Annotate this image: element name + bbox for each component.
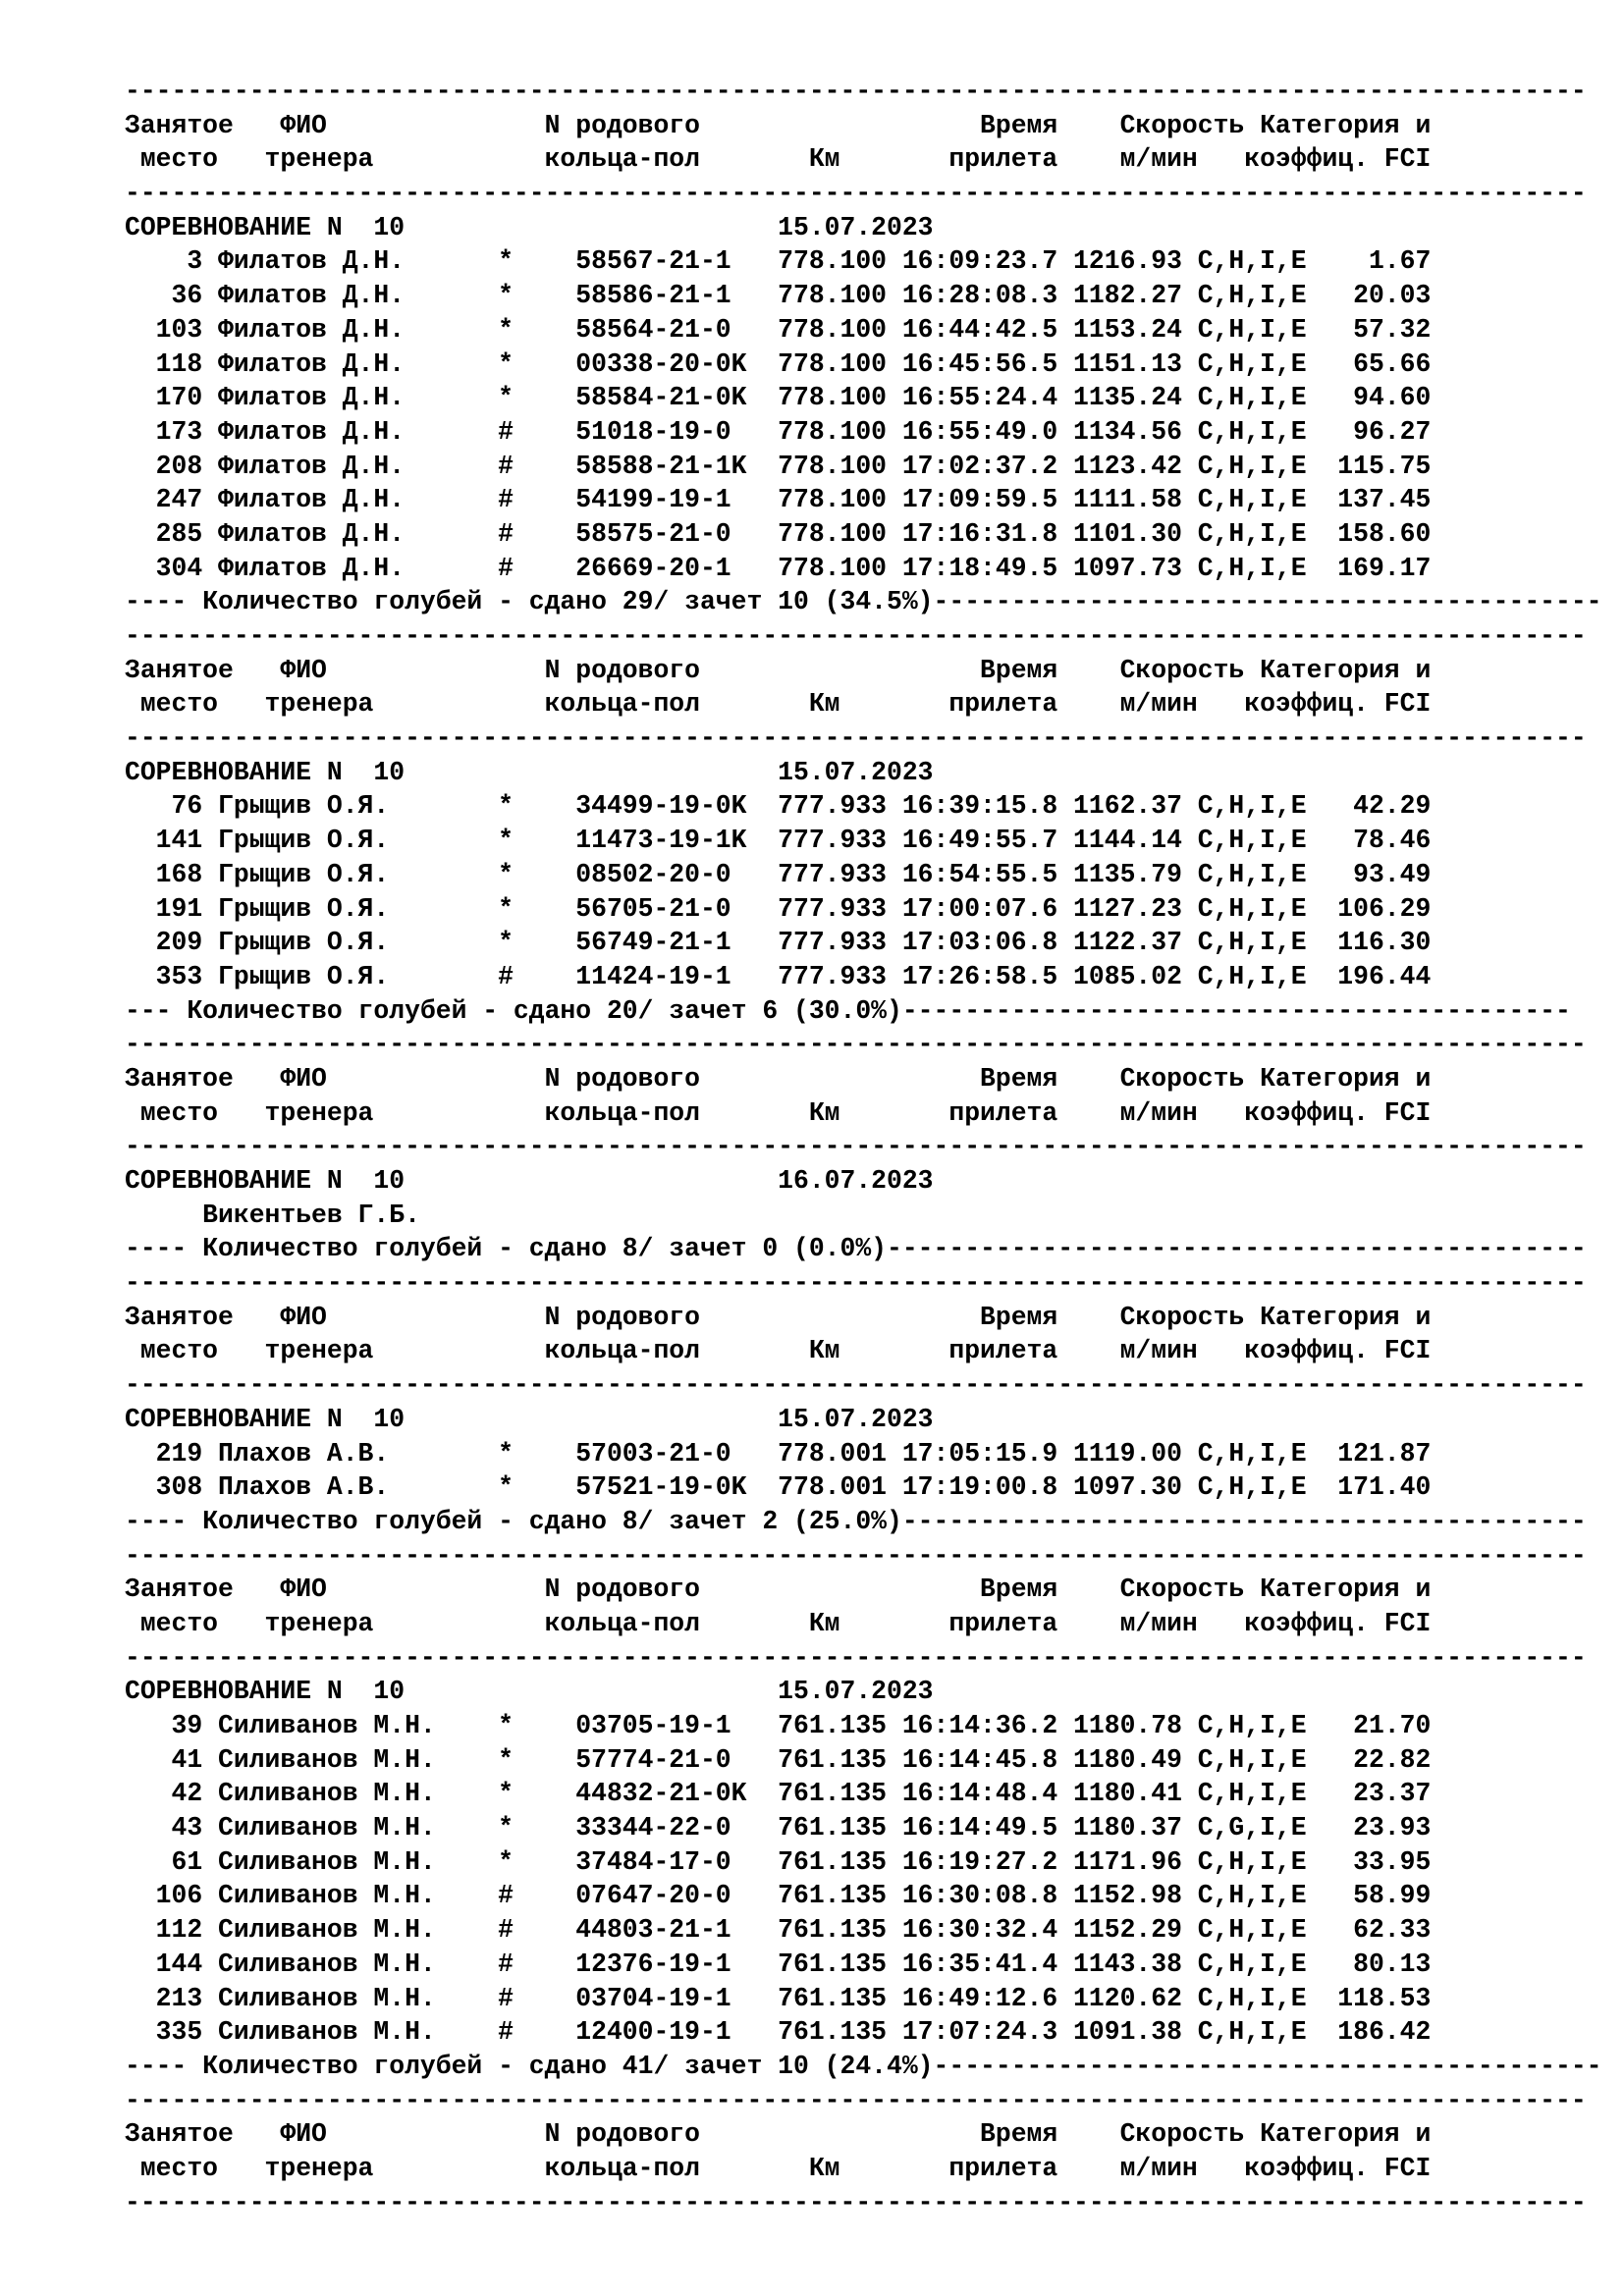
summary-line: ---- Количество голубей - сдано 8/ зачет 0 (0.0%)--------------------------------------------- bbox=[125, 1234, 1587, 1264]
result-row: 112 Силиванов М.Н. # 44803-21-1 761.135 16:30:32.4 1152.29 C,H,I,E 62.33 bbox=[125, 1915, 1432, 1946]
result-row: 208 Филатов Д.Н. # 58588-21-1K 778.100 17:02:37.2 1123.42 C,H,I,E 115.75 bbox=[125, 451, 1432, 481]
result-row: 168 Грыщив О.Я. * 08502-20-0 777.933 16:54:55.5 1135.79 C,H,I,E 93.49 bbox=[125, 859, 1432, 889]
summary-line: ---- Количество голубей - сдано 8/ зачет 2 (25.0%)-------------------------------------------- bbox=[125, 1506, 1587, 1536]
result-row: 308 Плахов А.В. * 57521-19-0K 778.001 17:19:00.8 1097.30 C,H,I,E 171.40 bbox=[125, 1472, 1432, 1503]
column-header-line-1: Занятое ФИО N родового Время Скорость Категория и bbox=[125, 1063, 1432, 1094]
column-header-line-1: Занятое ФИО N родового Время Скорость Категория и bbox=[125, 1302, 1432, 1332]
result-row: 41 Силиванов М.Н. * 57774-21-0 761.135 16:14:45.8 1180.49 C,H,I,E 22.82 bbox=[125, 1744, 1432, 1775]
summary-line: ---- Количество голубей - сдано 29/ зачет 10 (34.5%)------------------------------------------- bbox=[125, 587, 1602, 617]
result-row: 103 Филатов Д.Н. * 58564-21-0 778.100 16:44:42.5 1153.24 C,H,I,E 57.32 bbox=[125, 314, 1432, 345]
column-header-line-1: Занятое ФИО N родового Время Скорость Категория и bbox=[125, 1575, 1432, 1605]
rule-line: ---------------------------------------------------------------------------------------------- bbox=[125, 77, 1587, 106]
column-header-line-2: место тренера кольца-пол Км прилета м/мин коэффиц. FCI bbox=[125, 2153, 1432, 2183]
rule-line: ---------------------------------------------------------------------------------------------- bbox=[125, 1132, 1587, 1162]
result-row: 144 Силиванов М.Н. # 12376-19-1 761.135 16:35:41.4 1143.38 C,H,I,E 80.13 bbox=[125, 1949, 1432, 1979]
result-row: 247 Филатов Д.Н. # 54199-19-1 778.100 17:09:59.5 1111.58 C,H,I,E 137.45 bbox=[125, 485, 1432, 515]
column-header-line-2: место тренера кольца-пол Км прилета м/мин коэффиц. FCI bbox=[125, 1608, 1432, 1638]
column-header-line-1: Занятое ФИО N родового Время Скорость Категория и bbox=[125, 2119, 1432, 2150]
result-row: 42 Силиванов М.Н. * 44832-21-0K 761.135 16:14:48.4 1180.41 C,H,I,E 23.37 bbox=[125, 1779, 1432, 1809]
summary-line: ---- Количество голубей - сдано 41/ зачет 10 (24.4%)------------------------------------------- bbox=[125, 2051, 1602, 2081]
rule-line: ---------------------------------------------------------------------------------------------- bbox=[125, 2085, 1587, 2115]
competition-line: СОРЕВНОВАНИЕ N 10 15.07.2023 bbox=[125, 212, 934, 242]
result-row: 304 Филатов Д.Н. # 26669-20-1 778.100 17:18:49.5 1097.73 C,H,I,E 169.17 bbox=[125, 553, 1432, 583]
result-row: 3 Филатов Д.Н. * 58567-21-1 778.100 16:09:23.7 1216.93 C,H,I,E 1.67 bbox=[125, 246, 1432, 277]
result-row: 36 Филатов Д.Н. * 58586-21-1 778.100 16:28:08.3 1182.27 C,H,I,E 20.03 bbox=[125, 281, 1432, 311]
result-row: 353 Грыщив О.Я. # 11424-19-1 777.933 17:26:58.5 1085.02 C,H,I,E 196.44 bbox=[125, 961, 1432, 991]
result-row: 76 Грыщив О.Я. * 34499-19-0K 777.933 16:39:15.8 1162.37 C,H,I,E 42.29 bbox=[125, 791, 1432, 822]
competition-line: СОРЕВНОВАНИЕ N 10 15.07.2023 bbox=[125, 1404, 934, 1434]
result-row: 39 Силиванов М.Н. * 03705-19-1 761.135 16:14:36.2 1180.78 C,H,I,E 21.70 bbox=[125, 1711, 1432, 1740]
result-row: 285 Филатов Д.Н. # 58575-21-0 778.100 17:16:31.8 1101.30 C,H,I,E 158.60 bbox=[125, 518, 1432, 549]
result-row: 118 Филатов Д.Н. * 00338-20-0K 778.100 16:45:56.5 1151.13 C,H,I,E 65.66 bbox=[125, 348, 1432, 379]
rule-line: ---------------------------------------------------------------------------------------------- bbox=[125, 723, 1587, 754]
rule-line: ---------------------------------------------------------------------------------------------- bbox=[125, 1370, 1587, 1401]
rule-line: ---------------------------------------------------------------------------------------------- bbox=[125, 621, 1587, 651]
rule-line: ---------------------------------------------------------------------------------------------- bbox=[125, 1268, 1587, 1299]
result-row: 43 Силиванов М.Н. * 33344-22-0 761.135 16:14:49.5 1180.37 C,G,I,E 23.93 bbox=[125, 1813, 1432, 1843]
result-row: 213 Силиванов М.Н. # 03704-19-1 761.135 16:49:12.6 1120.62 C,H,I,E 118.53 bbox=[125, 1983, 1432, 2013]
result-row: Викентьев Г.Б. bbox=[125, 1200, 420, 1230]
result-row: 191 Грыщив О.Я. * 56705-21-0 777.933 17:00:07.6 1127.23 C,H,I,E 106.29 bbox=[125, 893, 1432, 924]
summary-line: --- Количество голубей - сдано 20/ зачет 6 (30.0%)------------------------------------------- bbox=[125, 995, 1571, 1026]
column-header-line-2: место тренера кольца-пол Км прилета м/мин коэффиц. FCI bbox=[125, 1097, 1432, 1128]
column-header-line-1: Занятое ФИО N родового Время Скорость Категория и bbox=[125, 655, 1432, 685]
result-row: 106 Силиванов М.Н. # 07647-20-0 761.135 16:30:08.8 1152.98 C,H,I,E 58.99 bbox=[125, 1881, 1432, 1911]
column-header-line-2: место тренера кольца-пол Км прилета м/мин коэффиц. FCI bbox=[125, 144, 1432, 175]
rule-line: ---------------------------------------------------------------------------------------------- bbox=[125, 179, 1587, 209]
result-row: 141 Грыщив О.Я. * 11473-19-1K 777.933 16:49:55.7 1144.14 C,H,I,E 78.46 bbox=[125, 826, 1432, 856]
result-row: 219 Плахов А.В. * 57003-21-0 778.001 17:05:15.9 1119.00 C,H,I,E 121.87 bbox=[125, 1438, 1432, 1468]
column-header-line-1: Занятое ФИО N родового Время Скорость Категория и bbox=[125, 110, 1432, 140]
competition-line: СОРЕВНОВАНИЕ N 10 15.07.2023 bbox=[125, 757, 934, 787]
column-header-line-2: место тренера кольца-пол Км прилета м/мин коэффиц. FCI bbox=[125, 1336, 1432, 1366]
rule-line: ---------------------------------------------------------------------------------------------- bbox=[125, 1642, 1587, 1673]
rule-line: ---------------------------------------------------------------------------------------------- bbox=[125, 1030, 1587, 1060]
result-row: 173 Филатов Д.Н. # 51018-19-0 778.100 16:55:49.0 1134.56 C,H,I,E 96.27 bbox=[125, 416, 1432, 447]
results-document bbox=[125, 75, 1602, 2219]
result-row: 61 Силиванов М.Н. * 37484-17-0 761.135 16:19:27.2 1171.96 C,H,I,E 33.95 bbox=[125, 1846, 1432, 1877]
result-row: 209 Грыщив О.Я. * 56749-21-1 777.933 17:03:06.8 1122.37 C,H,I,E 116.30 bbox=[125, 928, 1432, 958]
result-row: 170 Филатов Д.Н. * 58584-21-0K 778.100 16:55:24.4 1135.24 C,H,I,E 94.60 bbox=[125, 383, 1432, 413]
rule-line: ---------------------------------------------------------------------------------------------- bbox=[125, 2187, 1587, 2217]
competition-line: СОРЕВНОВАНИЕ N 10 15.07.2023 bbox=[125, 1677, 934, 1707]
competition-line: СОРЕВНОВАНИЕ N 10 16.07.2023 bbox=[125, 1166, 934, 1196]
rule-line: ---------------------------------------------------------------------------------------------- bbox=[125, 1540, 1587, 1571]
column-header-line-2: место тренера кольца-пол Км прилета м/мин коэффиц. FCI bbox=[125, 689, 1432, 720]
result-row: 335 Силиванов М.Н. # 12400-19-1 761.135 17:07:24.3 1091.38 C,H,I,E 186.42 bbox=[125, 2017, 1432, 2048]
